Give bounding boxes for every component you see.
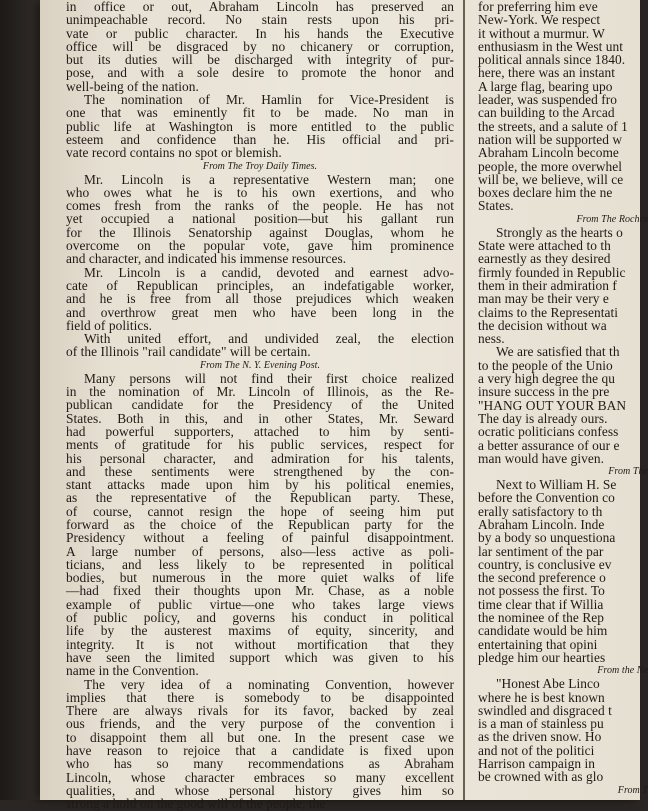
text-line: before the Convention co: [478, 490, 615, 506]
text-line: as the representative of the Republican party. These,: [66, 490, 454, 506]
text-line: man may be their very e: [478, 291, 609, 307]
text-line: strong a hold on the good will of the people, the: [66, 796, 326, 811]
text-line: can building to the Arcad: [478, 105, 615, 121]
paragraph-honest-abe: [478, 677, 648, 783]
text-line: New-York. We respect: [478, 12, 601, 28]
text-line: office will be disgraced by no chicanery or corruption,: [66, 38, 454, 54]
text-line: and character, and indicated his immense resources.: [66, 251, 347, 267]
text-line: man would have given.: [478, 450, 604, 466]
paragraph-rochester: [478, 226, 648, 346]
text-line: esteem and confidence than he. His official and pri-: [66, 131, 454, 147]
text-line: be crowned with as glo: [478, 769, 604, 785]
text-line: pledge him our hearties: [478, 649, 606, 665]
text-line: ments of gratitude for his public services, respect for: [66, 437, 454, 453]
text-line: ness.: [478, 331, 505, 347]
text-line: States. Both in this, and in other States, Mr. Seward: [66, 410, 454, 426]
text-line: to the people of the Unio: [478, 357, 613, 373]
text-line: example of public virtue—one who takes large views: [66, 596, 454, 612]
text-line: the nominee of the Rep: [478, 610, 605, 626]
text-line: ocratic politicians confess: [478, 424, 619, 440]
text-line: insure success in the pre: [478, 384, 610, 400]
text-line: and he is free from all those prejudices which weaken: [66, 291, 454, 307]
paragraph-convention: [66, 678, 454, 811]
text-line: pose, and with a sole desire to promote the honor and: [66, 65, 454, 81]
text-line: by a body so unquestiona: [478, 530, 616, 546]
text-line: yet occupied a national position—but his gallant run: [66, 211, 454, 227]
text-line: integrity. It is not without mortification that they: [66, 636, 454, 652]
text-line: the second preference o: [478, 570, 606, 586]
text-line: life by the austerest maxims of equity, sincerity, and: [66, 623, 454, 639]
text-line: forward as the choice of the Republican party for the: [66, 516, 454, 532]
paragraph-lincoln-record: [66, 0, 454, 93]
text-line: Mr. Lincoln is a candid, devoted and earnest advo-: [84, 264, 454, 280]
text-line: name in the Convention.: [66, 663, 199, 679]
source-heading: From The N. Y. Evening Post.: [199, 359, 321, 371]
text-line: where he is best known: [478, 689, 605, 705]
source-heading: From the Ne: [597, 665, 648, 677]
text-line: qualities, and whose personal history gives him so: [66, 782, 454, 798]
right-article-column: [478, 0, 648, 797]
text-line: for preferring him eve: [478, 0, 598, 14]
text-line: in office or out, Abraham Lincoln has preserved an: [66, 0, 454, 14]
text-line: enthusiasm in the West unt: [478, 38, 624, 54]
text-line: and overthrow great men who have been long in the: [66, 304, 454, 320]
text-line: the streets, and a salute of 1: [478, 118, 628, 134]
text-line: it without a murmur. W: [478, 25, 605, 41]
text-line: lar sentiment of the par: [478, 543, 604, 559]
text-line: here, there was an instant: [478, 65, 616, 81]
text-line: cate of Republican principles, an indefatigable worker,: [66, 277, 454, 293]
text-line: had powerful supporters, attached to him by senti-: [66, 423, 454, 439]
source-heading: From T: [617, 784, 648, 796]
text-line: to disappoint them all but one. In the present case we: [66, 729, 454, 745]
text-line: claims to the Representati: [478, 304, 618, 320]
text-line: for the Illinois Senatorship against Douglas, whom he: [66, 224, 454, 240]
text-line: bodies, but numerous in the more quiet walks of life: [66, 570, 454, 586]
text-line: his personal character, and admiration for his talents,: [66, 450, 454, 466]
text-line: in the nomination of Mr. Lincoln of Illinois, as the Re-: [66, 384, 454, 400]
text-line: With united effort, and undivided zeal, the election: [84, 331, 454, 347]
text-line: who has so many recommendations as Abraham: [66, 756, 454, 772]
text-line: entertaining that opini: [478, 636, 598, 652]
text-line: publican candidate for the Presidency of the United: [66, 397, 454, 413]
text-line: erally satisfactory to th: [478, 503, 603, 519]
text-line: public life at Washington is more entitled to the public: [66, 118, 454, 134]
text-line: one that was eminently fit to be made. No man in: [66, 105, 454, 121]
text-line: unimpeachable record. No stain rests upon his pri-: [66, 12, 454, 28]
text-line: The nomination of Mr. Hamlin for Vice-President is: [84, 92, 454, 108]
text-line: of the Illinois "rail candidate" will be certain.: [66, 344, 311, 360]
text-line: is a man of stainless pu: [478, 716, 604, 732]
text-line: time clear that if Willia: [478, 596, 604, 612]
text-line: and these sentiments were strengthened by the con-: [66, 463, 454, 479]
paragraph-hamlin: [66, 93, 454, 159]
text-line: country, is conclusive ev: [478, 556, 612, 572]
text-line: will be, we believe, will ce: [478, 171, 624, 187]
text-line: Mr. Lincoln is a representative Western man; one: [84, 171, 454, 187]
text-line: The very idea of a nominating Convention, however: [84, 676, 454, 692]
paragraph-evening-post: [66, 372, 454, 678]
text-line: field of politics.: [66, 317, 153, 333]
text-line: States.: [478, 198, 514, 214]
text-line: candidate would be him: [478, 623, 608, 639]
text-line: swindled and disgraced t: [478, 702, 612, 718]
paragraph-satisfied: [478, 345, 648, 465]
source-heading: From The Roches: [576, 213, 648, 225]
text-line: "HANG OUT YOUR BAN: [478, 397, 627, 413]
text-line: but its duties will be discharged with integrity of pur-: [66, 52, 454, 68]
text-line: not possess the first. To: [478, 583, 605, 599]
paragraph-candid: [66, 266, 454, 332]
text-line: political annals since 1840.: [478, 52, 626, 68]
text-line: A large number of persons, also—less active as poli-: [66, 543, 454, 559]
text-line: boxes declare him the ne: [478, 185, 613, 201]
text-line: them in their admiration f: [478, 277, 617, 293]
text-line: people, the more overwhel: [478, 158, 623, 174]
text-line: overcome on the popular vote, gave him prominence: [66, 238, 454, 254]
text-line: Many persons will not find their first choice realized: [84, 370, 454, 386]
text-line: Abraham Lincoln. Inde: [478, 516, 605, 532]
text-line: There are always rivals for its favor, backed by zeal: [66, 703, 454, 719]
text-line: "Honest Abe Linco: [496, 676, 600, 692]
text-line: comes fresh from the ranks of the people. He has not: [66, 198, 454, 214]
text-line: ous friends, and the very purpose of the convention i: [66, 716, 454, 732]
left-article-column: [66, 0, 454, 811]
text-line: earnestly as they desired: [478, 251, 611, 267]
text-line: a better assurance of our e: [478, 437, 620, 453]
paragraph-new-york: [478, 0, 648, 213]
text-line: Strongly as the hearts o: [496, 224, 623, 240]
text-line: vate record contains no spot or blemish.: [66, 145, 282, 161]
text-line: Harrison campaign in: [478, 756, 596, 772]
text-line: implies that there is somebody to be disappointed: [66, 689, 454, 705]
text-line: of public policy, and governs his conduct in political: [66, 610, 454, 626]
text-line: firmly founded in Republic: [478, 264, 626, 280]
text-line: Next to William H. Se: [496, 477, 617, 493]
text-line: The day is already ours.: [478, 410, 608, 426]
paragraph-western-man: [66, 173, 454, 266]
text-line: of course, cannot resign the hope of seeing him put: [66, 503, 454, 519]
text-line: nation will be supported w: [478, 131, 623, 147]
paragraph-rail-candidate: [66, 332, 454, 359]
text-line: a very high degree the qu: [478, 371, 615, 387]
text-line: A large flag, bearing upo: [478, 78, 613, 94]
text-line: as the driven snow. Ho: [478, 729, 602, 745]
text-line: stant attacks made upon him by his political enemies,: [66, 477, 454, 493]
column-rule: [463, 0, 465, 800]
source-heading: From The: [608, 466, 648, 478]
text-line: well-being of the nation.: [66, 78, 199, 94]
text-line: ticians, and less likely to be represented in political: [66, 556, 454, 572]
source-heading: From The Troy Daily Times.: [202, 160, 318, 172]
text-line: Presidency without a feeling of painful disappointment.: [66, 530, 454, 546]
text-line: have seen the limited support which was given to his: [66, 649, 454, 665]
text-line: Abraham Lincoln become: [478, 145, 619, 161]
text-line: the decision without wa: [478, 317, 607, 333]
text-line: and not of the politici: [478, 742, 595, 758]
text-line: We are satisfied that th: [496, 344, 620, 360]
text-line: State were attached to th: [478, 238, 611, 254]
text-line: who owes what he is to his own exertions, and who: [66, 184, 454, 200]
text-line: have reason to rejoice that a candidate is fixed upon: [66, 743, 454, 759]
text-line: leader, was suspended fro: [478, 92, 618, 108]
text-line: vate or public character. In his hands the Executive: [66, 25, 454, 41]
text-line: Lincoln, whose character embraces so many excellent: [66, 769, 454, 785]
paragraph-seward: [478, 478, 648, 664]
text-line: —had fixed their thoughts upon Mr. Chase, as a noble: [66, 583, 454, 599]
